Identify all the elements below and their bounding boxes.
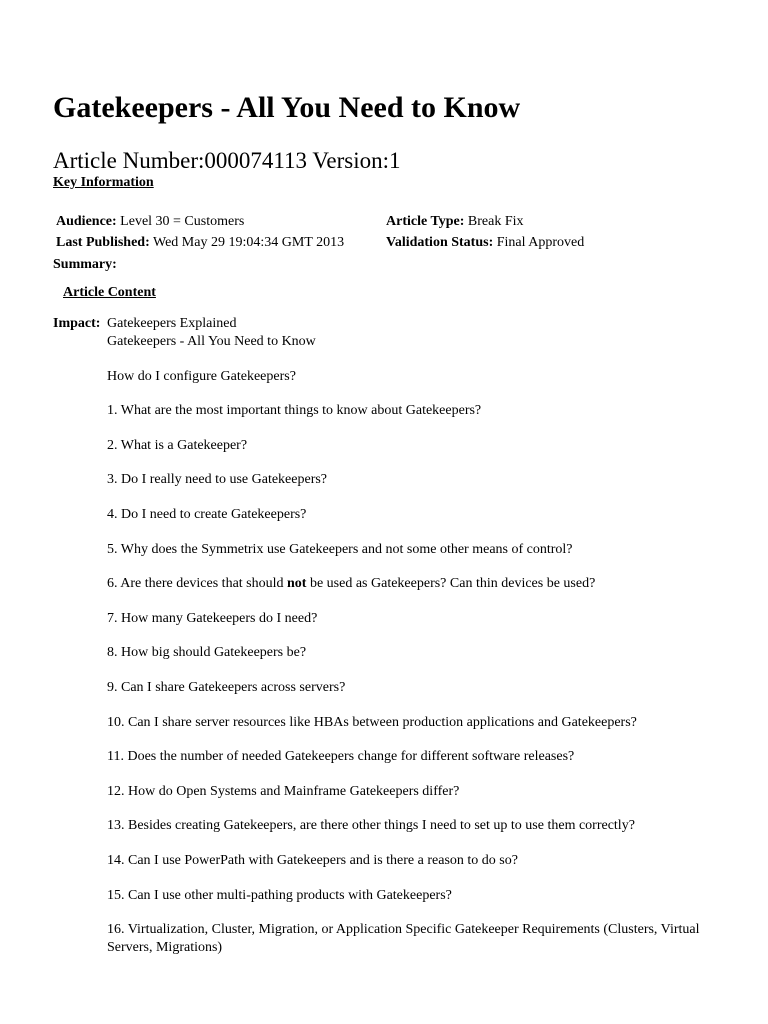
article-content-heading: Article Content [63, 285, 156, 300]
question-item: 3. Do I really need to use Gatekeepers? [107, 472, 328, 488]
article-number-version: Article Number:000074113 Version:1 [53, 148, 401, 173]
question-item: 14. Can I use PowerPath with Gatekeepers and is there a reason to do so? [107, 852, 518, 868]
article-type-row [386, 213, 524, 231]
question-item: 12. How do Open Systems and Mainframe Gatekeepers differ? [107, 783, 460, 799]
question-item-6 [107, 575, 717, 593]
impact-label: Impact: [53, 316, 101, 331]
q6-bold-not: not [287, 576, 307, 592]
question-list [107, 402, 717, 957]
question-item: 7. How many Gatekeepers do I need? [107, 610, 318, 626]
article-type-value: Break Fix [467, 214, 524, 229]
summary-label: Summary: [53, 257, 117, 272]
question-item: 13. Besides creating Gatekeepers, are there other things I need to set up to use them correctly? [107, 818, 635, 834]
audience-value: Level 30 = Customers [120, 214, 245, 229]
last-published-value: Wed May 29 19:04:34 GMT 2013 [153, 235, 345, 250]
validation-status-label: Validation Status: [386, 235, 494, 250]
question-item: 10. Can I share server resources like HBAs between production applications and Gatekeepers? [107, 714, 637, 730]
audience-label: Audience: [56, 214, 117, 229]
impact-line-1: Gatekeepers Explained [107, 316, 237, 331]
question-item: 8. How big should Gatekeepers be? [107, 645, 307, 661]
question-item: 15. Can I use other multi-pathing products with Gatekeepers? [107, 887, 452, 903]
question-item: 11. Does the number of needed Gatekeepers change for different software releases? [107, 749, 575, 765]
last-published-label: Last Published: [56, 235, 150, 250]
impact-line-2: Gatekeepers - All You Need to Know [107, 334, 316, 349]
question-item: 1. What are the most important things to know about Gatekeepers? [107, 403, 482, 419]
question-item: 9. Can I share Gatekeepers across servers? [107, 679, 346, 695]
impact-body [107, 315, 717, 974]
validation-status-value: Final Approved [496, 235, 585, 250]
article-title: Gatekeepers - All You Need to Know [53, 91, 521, 124]
q6-text-part2: be used as Gatekeepers? Can thin devices be used? [306, 576, 596, 592]
question-item: 5. Why does the Symmetrix use Gatekeepers and not some other means of control? [107, 541, 573, 557]
key-information-heading: Key Information [53, 175, 154, 190]
q6-text-part1: 6. Are there devices that should [107, 576, 288, 592]
last-published-row [56, 234, 344, 252]
article-type-label: Article Type: [386, 214, 465, 229]
question-item: 4. Do I need to create Gatekeepers? [107, 506, 307, 522]
audience-row [56, 213, 244, 231]
configure-question: How do I configure Gatekeepers? [107, 368, 296, 384]
validation-status-row [386, 234, 584, 252]
question-item: 16. Virtualization, Cluster, Migration, or Application Specific Gatekeeper Requirements (Clusters, Virtual Servers, Migrations) [107, 922, 700, 956]
question-item: 2. What is a Gatekeeper? [107, 437, 248, 453]
